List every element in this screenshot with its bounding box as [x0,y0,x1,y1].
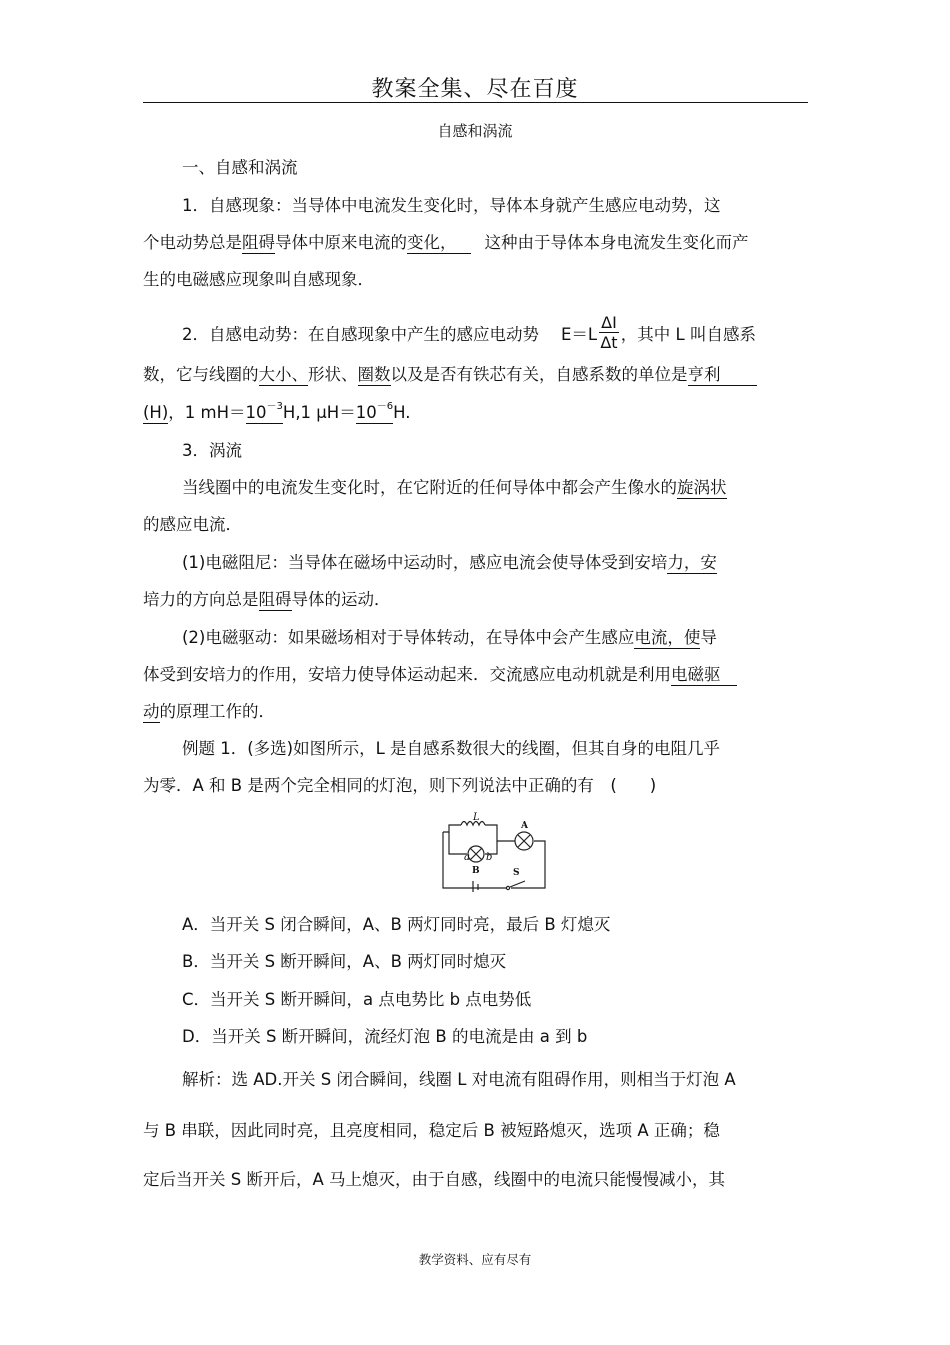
label-A: A [521,821,528,831]
label-a: a [464,852,470,863]
blank-answer: 电磁驱 [671,665,737,686]
header-rule [143,102,808,103]
item1-line3: 生的电磁感应现象叫自感现象． [143,270,374,289]
circuit-wire [449,832,467,854]
item3-heading: 3．涡流 [182,441,242,460]
header-title: 教案全集、尽在百度 [371,77,579,102]
text: 培力的方向总是 [143,590,259,609]
switch-contact [506,886,509,889]
blank-answer: (H) [143,403,169,422]
analysis-line3: 定后当开关 S 断开后，A 马上熄灭，由于自感，线圈中的电流只能慢慢减小，其 [143,1170,725,1189]
blank-answer: 动 [143,702,160,721]
circuit-wire [511,841,545,888]
example-line1: 例题 1．(多选)如图所示，L 是自感系数很大的线圈，但其自身的电阻几乎 [182,739,721,758]
option-c: C．当开关 S 断开瞬间，a 点电势比 b 点电势低 [182,990,532,1009]
value: 10 [245,403,267,422]
text: 体受到安培力的作用，安培力使导体运动起来．交流感应电动机就是利用 [143,665,671,684]
text: (2)电磁驱动：如果磁场相对于导体转动，在导体中会产生感应 [182,628,635,647]
text: 导 [700,628,717,647]
item2-line2 [143,364,757,386]
value: 10 [355,403,377,422]
text: 这种由于导体本身电流发生变化而产 [484,233,749,252]
text: 形状、 [308,365,358,384]
blank-answer: 圈数 [357,365,391,384]
label-S: S [513,868,520,878]
option-a: A．当开关 S 闭合瞬间，A、B 两灯同时亮，最后 B 灯熄灭 [182,915,611,934]
label-L: L [473,812,480,823]
circuit-wire [485,825,515,841]
text: 的原理工作的． [159,702,275,721]
doc-title: 自感和涡流 [437,122,513,140]
exponent: －3 [266,401,283,412]
item2-line1 [182,313,756,355]
item3-line2: 的感应电流． [143,515,242,534]
text: ，1 mH＝ [168,403,246,422]
formula-fraction [599,313,619,352]
item1-line2 [143,232,749,254]
formula-lhs: E＝L [561,325,598,344]
text: 当线圈中的电流发生变化时，在它附近的任何导体中都会产生像水的 [182,478,677,497]
lamp-b-cross [470,848,482,860]
text: 2．自感电动势：在自感现象中产生的感应电动势 [182,325,539,344]
item3-line1 [182,477,727,499]
switch-lever [510,881,525,887]
blank-answer: 旋涡状 [677,478,727,497]
blank-answer: 阻碍 [242,233,275,252]
text: 导体的运动． [291,590,391,609]
item1-line1: 1．自感现象：当导体中电流发生变化时，导体本身就产生感应电动势，这 [182,196,721,215]
blank-answer: 大小、 [258,365,308,384]
driving-line3 [143,701,275,723]
text: 个电动势总是 [143,233,242,252]
blank-answer: 亨利 [688,365,757,386]
text: 数，它与线圈的 [143,365,259,384]
blank-answer: 变化， [407,233,471,254]
lamp-a-cross [518,835,530,847]
damping-line1 [182,552,717,574]
section-heading: 一、自感和涡流 [182,158,298,177]
text: H. [393,403,411,422]
driving-line2 [143,664,737,686]
formula-numerator: ΔI [601,313,617,332]
blank-answer: 电流，使 [634,628,701,647]
analysis-line1: 解析：选 AD.开关 S 闭合瞬间，线圈 L 对电流有阻碍作用，则相当于灯泡 A [182,1070,736,1089]
text: ，其中 L 叫自感系 [620,325,756,344]
footer-text: 教学资料、应有尽有 [418,1252,532,1267]
damping-line2 [143,589,391,611]
example-line2: 为零．A 和 B 是两个完全相同的灯泡，则下列说法中正确的有 ( ) [143,776,657,795]
text: (1)电磁阻尼：当导体在磁场中运动时，感应电流会使导体受到安培 [182,553,668,572]
text: 以及是否有铁芯有关，自感系数的单位是 [390,365,688,384]
driving-line1 [182,627,717,649]
formula-denominator: Δt [600,333,618,352]
option-b: B．当开关 S 断开瞬间，A、B 两灯同时熄灭 [182,952,507,971]
blank-answer [356,403,393,424]
label-b: b [486,852,493,863]
blank-answer: 力，安 [667,553,717,572]
exponent: －6 [376,401,394,412]
text: H,1 μH＝ [282,403,356,422]
label-B: B [472,866,480,876]
analysis-line2: 与 B 串联，因此同时亮，且亮度相同，稳定后 B 被短路熄灭，选项 A 正确；稳 [143,1121,720,1140]
option-d: D．当开关 S 断开瞬间，流经灯泡 B 的电流是由 a 到 b [182,1027,588,1046]
item2-line3 [143,402,410,424]
circuit-wire [443,825,461,832]
blank-answer: 阻碍 [258,590,292,609]
blank-answer [246,403,283,424]
text: 导体中原来电流的 [275,233,407,252]
circuit-diagram [437,812,549,892]
